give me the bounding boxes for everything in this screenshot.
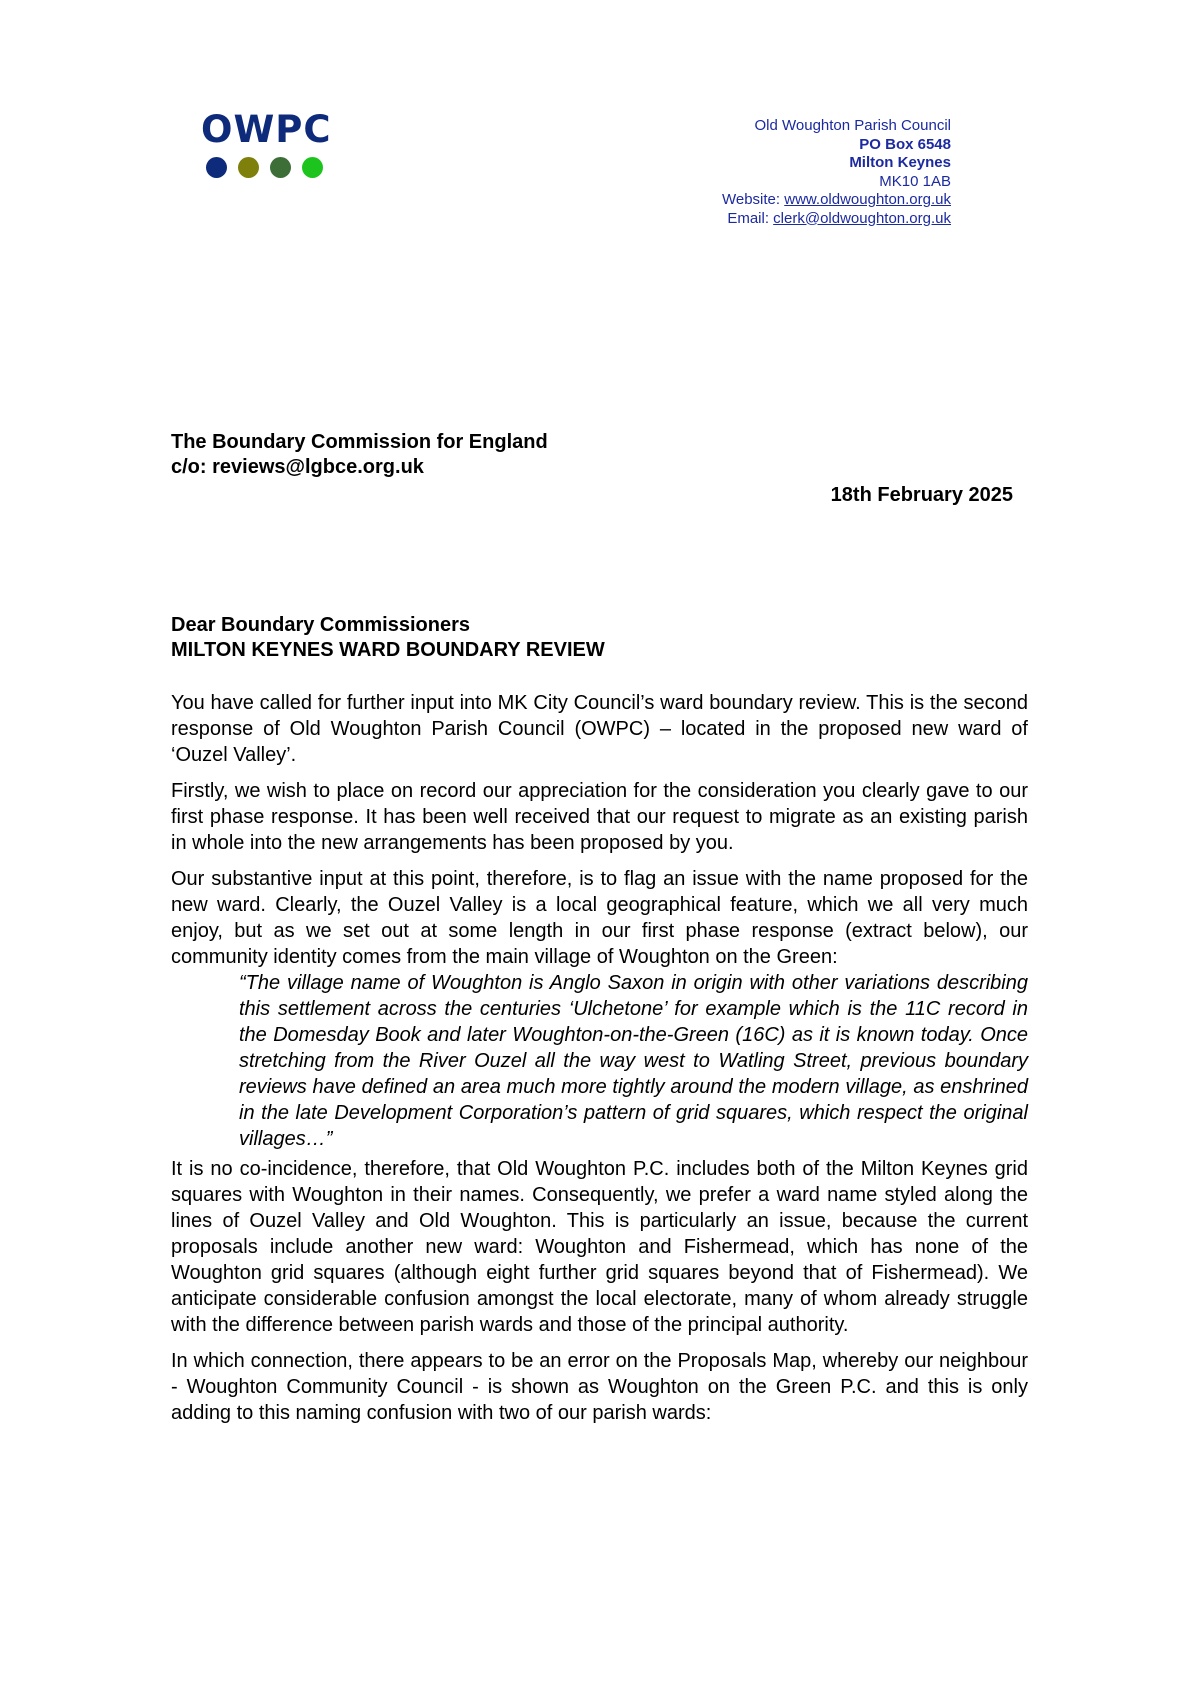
website-label: Website:	[721, 191, 785, 208]
org-name: Old Woughton Parish Council	[754, 117, 951, 134]
city: Milton Keynes	[849, 154, 951, 171]
email-label: Email:	[727, 209, 774, 227]
logo-dot-olive	[238, 157, 259, 178]
paragraph-5: In which connection, there appears to be an error on the Proposals Map, whereby our neighbour - Woughton Community Council - is shown as Woughton on the Green P.C. and this is only adding to this naming confusion with two of our parish wards:	[171, 1350, 1028, 1424]
paragraph-4: It is no co-incidence, therefore, that Old Woughton P.C. includes both of the Milton Keynes grid squares with Woughton in their names. Consequently, we prefer a ward name styled along the lines of Ouzel Valley and Old Woughton. This is particularly an issue, because the current proposals include another new ward: Woughton and Fishermead, which has none of the Woughton grid squares (although eight further grid squares beyond that of Fishermead). We anticipate considerable confusion amongst the local electorate, many of whom already struggle with the difference between parish wards and those of the principal authority.	[171, 1158, 1028, 1336]
recipient-care-of: c/o: reviews@lgbce.org.uk	[171, 456, 424, 478]
logo-dot-darkgreen	[270, 157, 291, 178]
paragraph-1: You have called for further input into MK City Council’s ward boundary review. This is the second response of Old Woughton Parish Council (OWPC) – located in the proposed new ward of ‘Ouzel Valley’.	[171, 692, 1028, 766]
salutation: Dear Boundary Commissioners	[171, 614, 470, 636]
postcode: MK10 1AB	[879, 172, 951, 190]
po-box: PO Box 6548	[859, 135, 951, 153]
website-link[interactable]: www.oldwoughton.org.uk	[784, 191, 951, 208]
recipient-block	[171, 430, 548, 480]
letter-body	[171, 690, 1028, 1436]
paragraph-3: Our substantive input at this point, therefore, is to flag an issue with the name proposed for the new ward. Clearly, the Ouzel Valley is a local geographical feature, which we all very much enjoy, but as we set out at some length in our first phase response (extract below), our community identity comes from the main village of Woughton on the Green:	[171, 868, 1028, 968]
subject-heading: MILTON KEYNES WARD BOUNDARY REVIEW	[171, 639, 605, 661]
letterhead-address	[722, 117, 951, 228]
salutation-block	[171, 613, 605, 663]
logo-text: OWPC	[201, 108, 332, 151]
paragraph-2: Firstly, we wish to place on record our appreciation for the consideration you clearly gave to our first phase response. It has been well received that our request to migrate as an existing parish in whole into the new arrangements has been proposed by you.	[171, 780, 1028, 854]
logo-dot-green	[302, 157, 323, 178]
letter-date: 18th February 2025	[830, 484, 1013, 506]
quoted-extract: “The village name of Woughton is Anglo Saxon in origin with other variations describing this settlement across the centuries ‘Ulchetone’ for example which is the 11C record in the Domesday Book and later Woughton-on-the-Green (16C) as it is known today. Once stretching from the River Ouzel all the way west to Watling Street, previous boundary reviews have defined an area much more tightly around the modern village, as enshrined in the late Development Corporation’s pattern of grid squares, which respect the original villages…”	[239, 972, 1028, 1150]
recipient-name: The Boundary Commission for England	[171, 431, 548, 453]
email-link[interactable]: clerk@oldwoughton.org.uk	[773, 209, 951, 227]
email-line	[722, 210, 951, 229]
owpc-logo	[201, 110, 331, 178]
logo-dots	[206, 157, 331, 178]
logo-dot-navy	[206, 157, 227, 178]
website-line	[722, 191, 951, 210]
